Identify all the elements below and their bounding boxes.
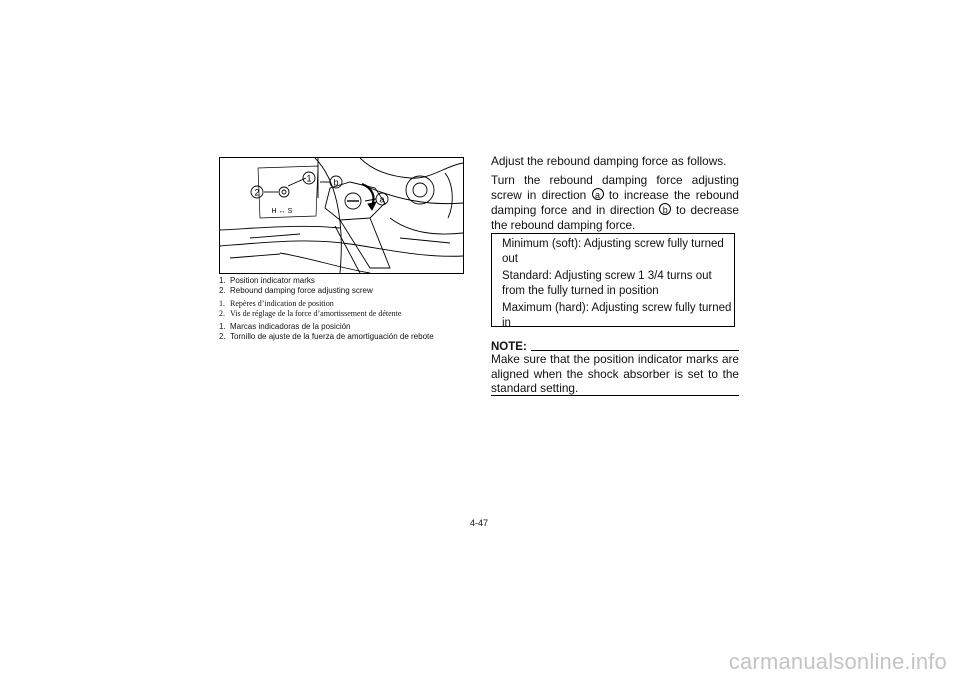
note-header xyxy=(491,339,739,353)
intro-paragraph: Adjust the rebound damping force as follows. xyxy=(491,154,727,168)
caption-item: 1. Repères d’indication de position xyxy=(219,299,334,308)
double-arrow-icon: ↔ xyxy=(278,208,286,215)
note-label: NOTE: xyxy=(491,341,527,353)
caption-item: 2. Vis de réglage de la force d’amortissement de détente xyxy=(219,308,402,318)
caption-spanish xyxy=(219,322,479,341)
setting-maximum: Maximum (hard): Adjusting screw fully turned in xyxy=(502,302,732,329)
callout-2: 2 xyxy=(254,187,260,198)
callout-1: 1 xyxy=(306,173,312,184)
caption-french xyxy=(219,299,479,318)
caption-item: 1. Position indicator marks xyxy=(219,276,315,285)
shock-absorber-drawing xyxy=(220,158,463,273)
page-number: 4-47 xyxy=(470,518,489,528)
direction-a-symbol: a xyxy=(592,188,604,200)
note-end-rule xyxy=(491,395,739,396)
direction-b-symbol: b xyxy=(659,203,671,215)
callout-b: b xyxy=(333,177,339,188)
watermark: carmanualsonline.info xyxy=(728,649,947,674)
body-text xyxy=(491,154,739,233)
settings-box xyxy=(491,233,735,327)
setting-standard: Standard: Adjusting screw 1 3/4 turns out from the fully turned in position xyxy=(502,270,712,297)
setting-minimum: Minimum (soft): Adjusting screw fully turned out xyxy=(502,238,724,265)
caption-item: 2. Rebound damping force adjusting screw xyxy=(219,285,373,295)
note-rule xyxy=(531,350,739,351)
shock-absorber-illustration xyxy=(219,157,464,274)
instruction-paragraph: Turn the rebound damping force adjusting screw in direction a to increase the rebound damping force and in direction b to decrease the rebound damping force. xyxy=(491,173,739,232)
callout-a: a xyxy=(379,194,385,205)
note-text: Make sure that the position indicator marks are aligned when the shock absorber is set to the standard setting. xyxy=(491,352,739,396)
caption-item: 2. Tornillo de ajuste de la fuerza de amortiguación de rebote xyxy=(219,331,434,341)
scale-label-h: H xyxy=(271,208,277,215)
scale-label-s: S xyxy=(287,208,293,215)
caption-item: 1. Marcas indicadoras de la posición xyxy=(219,322,351,331)
caption-english xyxy=(219,276,479,295)
